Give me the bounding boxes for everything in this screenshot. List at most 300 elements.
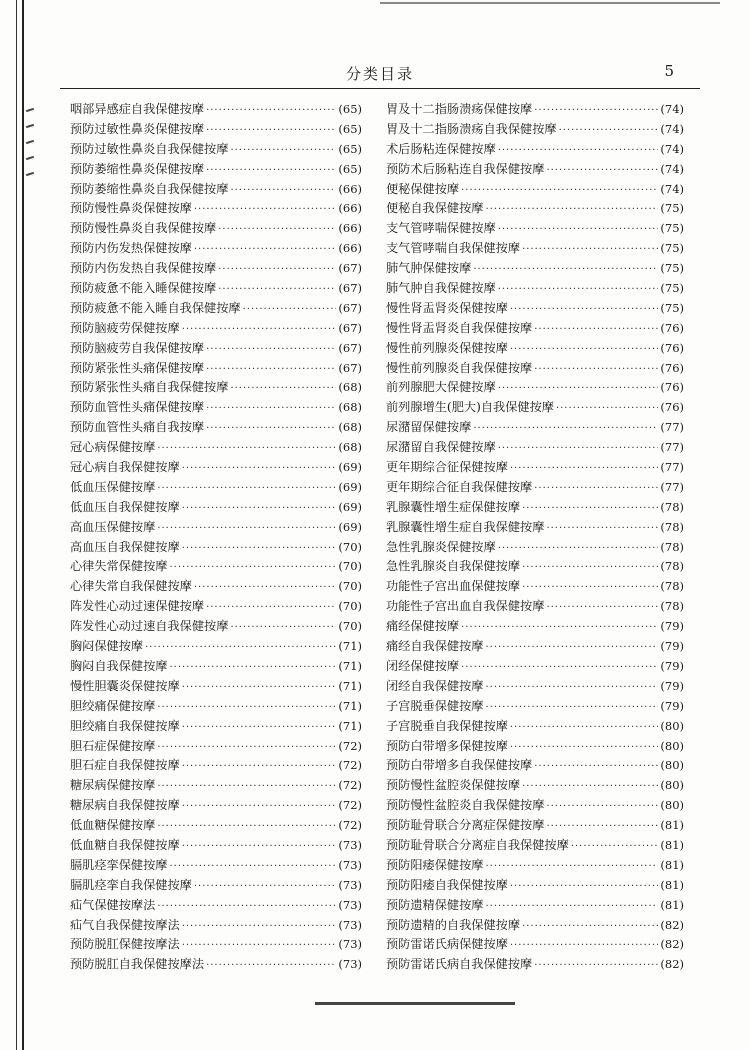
toc-entry [386, 378, 684, 398]
toc-entry [386, 418, 684, 438]
toc-entry [70, 916, 362, 936]
toc-leader-dots [157, 702, 336, 713]
toc-leader-dots [546, 602, 658, 613]
toc-entry-title: 咽部异感症自我保健按摩 [70, 102, 205, 116]
toc-entry-title: 慢性肾盂肾炎自我保健按摩 [386, 320, 533, 335]
toc-entry-title: 预防内伤发热自我保健按摩 [70, 261, 217, 276]
toc-entry [70, 617, 362, 637]
toc-leader-dots [157, 781, 336, 792]
toc-leader-dots [498, 383, 659, 394]
toc-entry [386, 717, 684, 737]
toc-entry-title: 便秘自我保健按摩 [386, 201, 484, 216]
toc-leader-dots [157, 821, 336, 832]
toc-entry-title: 急性乳腺炎自我保健按摩 [386, 559, 521, 574]
toc-entry-title: 胆石症自我保健按摩 [70, 758, 180, 773]
toc-entry-title: 预防阳痿保健按摩 [386, 857, 484, 872]
toc-leader-dots [206, 602, 336, 613]
toc-leader-dots [182, 682, 337, 693]
toc-entry [386, 677, 684, 697]
toc-entry-page: (82) [660, 917, 684, 932]
toc-leader-dots [182, 463, 337, 474]
toc-entry [386, 557, 684, 577]
toc-entry-title: 尿潴留保健按摩 [386, 420, 472, 435]
toc-entry-title: 糖尿病自我保健按摩 [70, 798, 180, 813]
toc-entry-title: 预防慢性鼻炎自我保健按摩 [70, 221, 217, 236]
toc-entry-title: 胃及十二指肠溃疡保健按摩 [386, 102, 533, 116]
toc-entry-page: (68) [338, 440, 362, 455]
toc-entry-title: 更年期综合征保健按摩 [386, 460, 508, 475]
toc-entry-page: (68) [338, 420, 362, 435]
page-title: 分类目录 [345, 65, 414, 83]
toc-entry-title: 预防白带增多自我保健按摩 [386, 758, 533, 773]
toc-leader-dots [230, 145, 336, 156]
toc-entry-title: 预防脱肛自我保健按摩法 [70, 957, 205, 972]
toc-entry-page: (66) [338, 181, 362, 196]
scan-mark-bottom [315, 1002, 515, 1005]
toc-entry-page: (76) [660, 400, 684, 415]
toc-entry-page: (75) [660, 261, 684, 276]
toc-entry [70, 299, 362, 319]
toc-entry [386, 160, 684, 180]
toc-entry-page: (78) [660, 519, 684, 534]
toc-entry-title: 肺气肿自我保健按摩 [386, 281, 496, 296]
toc-entry [386, 796, 684, 816]
toc-entry [70, 796, 362, 816]
toc-entry-title: 更年期综合征自我保健按摩 [386, 479, 533, 494]
toc-entry [70, 359, 362, 379]
toc-entry-page: (67) [338, 300, 362, 315]
toc-entry-page: (73) [338, 837, 362, 852]
toc-leader-dots [534, 324, 658, 335]
toc-entry [70, 378, 362, 398]
toc-entry [386, 279, 684, 299]
toc-leader-dots [534, 364, 658, 375]
toc-entry [386, 916, 684, 936]
toc-entry [386, 538, 684, 558]
toc-entry [386, 120, 684, 140]
toc-entry-title: 预防雷诺氏病保健按摩 [386, 937, 508, 952]
toc-entry [70, 219, 362, 239]
toc-entry-page: (69) [338, 499, 362, 514]
toc-leader-dots [510, 463, 659, 474]
toc-entry-title: 预防脱肛保健按摩法 [70, 937, 180, 952]
toc-entry [70, 737, 362, 757]
toc-entry-page: (80) [660, 758, 684, 773]
toc-entry-title: 糖尿病保健按摩 [70, 778, 156, 793]
toc-entry [70, 637, 362, 657]
toc-leader-dots [546, 523, 658, 534]
toc-entry [70, 677, 362, 697]
toc-entry [386, 140, 684, 160]
toc-entry-page: (73) [338, 897, 362, 912]
toc-entry-page: (72) [338, 738, 362, 753]
toc-entry-title: 预防血管性头痛保健按摩 [70, 400, 205, 415]
toc-entry [386, 577, 684, 597]
toc-entry-title: 膈肌痉挛自我保健按摩 [70, 877, 192, 892]
toc-leader-dots [157, 901, 336, 912]
toc-leader-dots [218, 224, 336, 235]
toc-entry [70, 697, 362, 717]
toc-entry-title: 预防术后肠粘连自我保健按摩 [386, 161, 545, 176]
toc-entry-page: (65) [338, 121, 362, 136]
toc-leader-dots [556, 403, 658, 414]
toc-entry-page: (73) [338, 917, 362, 932]
toc-entry-page: (74) [660, 141, 684, 156]
toc-leader-dots [206, 364, 336, 375]
toc-entry-page: (75) [660, 221, 684, 236]
toc-entry [70, 498, 362, 518]
toc-entry-page: (72) [338, 818, 362, 833]
toc-entry [70, 577, 362, 597]
toc-entry-page: (74) [660, 102, 684, 116]
toc-entry-page: (71) [338, 639, 362, 654]
toc-entry-page: (77) [660, 460, 684, 475]
toc-entry-title: 预防雷诺氏病自我保健按摩 [386, 957, 533, 972]
toc-leader-dots [206, 165, 336, 176]
toc-leader-dots [194, 204, 337, 215]
toc-leader-dots [546, 165, 658, 176]
toc-entry-page: (70) [338, 619, 362, 634]
toc-leader-dots [510, 742, 659, 753]
toc-entry [386, 199, 684, 219]
toc-entry-page: (79) [660, 639, 684, 654]
toc-entry [70, 896, 362, 916]
toc-leader-dots [145, 642, 336, 653]
toc-entry [386, 299, 684, 319]
toc-entry-title: 预防遗精的自我保健按摩 [386, 917, 521, 932]
toc-entry-title: 胸闷自我保健按摩 [70, 658, 168, 673]
toc-leader-dots [206, 423, 336, 434]
toc-leader-dots [486, 702, 659, 713]
toc-entry-title: 子宫脱垂自我保健按摩 [386, 718, 508, 733]
toc-entry-page: (76) [660, 360, 684, 375]
toc-entry-title: 预防慢性盆腔炎保健按摩 [386, 778, 521, 793]
toc-entry [386, 518, 684, 538]
toc-entry [70, 756, 362, 776]
toc-entry-page: (70) [338, 599, 362, 614]
page-number: 5 [664, 62, 674, 80]
scan-smudge-top [380, 2, 720, 8]
toc-entry-page: (71) [338, 718, 362, 733]
toc-entry [386, 458, 684, 478]
toc-entry [70, 239, 362, 259]
toc-entry-page: (78) [660, 539, 684, 554]
toc-entry [386, 359, 684, 379]
toc-entry [386, 239, 684, 259]
toc-entry [386, 597, 684, 617]
toc-entry-title: 高血压自我保健按摩 [70, 539, 180, 554]
toc-leader-dots [206, 344, 336, 355]
toc-leader-dots [182, 324, 337, 335]
toc-entry-title: 胆绞痛保健按摩 [70, 698, 156, 713]
toc-entry-title: 高血压保健按摩 [70, 519, 156, 534]
toc-entry [70, 816, 362, 836]
toc-entry [70, 319, 362, 339]
toc-leader-dots [170, 662, 337, 673]
toc-entry-title: 疝气保健按摩法 [70, 897, 156, 912]
toc-entry [386, 816, 684, 836]
toc-entry [386, 836, 684, 856]
toc-column-right [386, 100, 684, 975]
toc-entry-title: 膈肌痉挛保健按摩 [70, 857, 168, 872]
toc-entry-title: 慢性前列腺炎自我保健按摩 [386, 360, 533, 375]
toc-entry-page: (73) [338, 957, 362, 972]
toc-leader-dots [510, 722, 659, 733]
toc-leader-dots [522, 244, 658, 255]
toc-entry-title: 尿潴留自我保健按摩 [386, 440, 496, 455]
toc-leader-dots [522, 503, 658, 514]
toc-entry [386, 438, 684, 458]
toc-leader-dots [194, 582, 337, 593]
toc-entry-title: 预防耻骨联合分离症自我保健按摩 [386, 837, 569, 852]
toc-leader-dots [534, 483, 658, 494]
toc-entry [386, 935, 684, 955]
toc-leader-dots [510, 304, 659, 315]
toc-entry-page: (65) [338, 141, 362, 156]
toc-entry [386, 180, 684, 200]
toc-entry-page: (74) [660, 121, 684, 136]
toc-entry [70, 856, 362, 876]
toc-entry [70, 438, 362, 458]
toc-leader-dots [534, 105, 658, 116]
toc-entry [70, 339, 362, 359]
toc-entry-page: (66) [338, 241, 362, 256]
toc-entry-page: (68) [338, 400, 362, 415]
toc-entry [70, 120, 362, 140]
toc-entry-title: 预防过敏性鼻炎自我保健按摩 [70, 141, 229, 156]
toc-entry [386, 259, 684, 279]
toc-entry-title: 前列腺肥大保健按摩 [386, 380, 496, 395]
toc-entry-page: (76) [660, 380, 684, 395]
toc-entry [70, 478, 362, 498]
toc-entry-title: 胆绞痛自我保健按摩 [70, 718, 180, 733]
toc-leader-dots [157, 483, 336, 494]
toc-entry [386, 478, 684, 498]
toc-entry-title: 预防遗精保健按摩 [386, 897, 484, 912]
toc-entry-title: 支气管哮喘保健按摩 [386, 221, 496, 236]
toc-entry [70, 955, 362, 975]
toc-entry-page: (80) [660, 718, 684, 733]
toc-leader-dots [182, 801, 337, 812]
toc-leader-dots [510, 881, 659, 892]
toc-entry-title: 急性乳腺炎保健按摩 [386, 539, 496, 554]
toc-entry-title: 预防紧张性头痛保健按摩 [70, 360, 205, 375]
toc-entry-title: 术后肠粘连保健按摩 [386, 141, 496, 156]
toc-entry-title: 预防阳痿自我保健按摩 [386, 877, 508, 892]
toc-entry-page: (78) [660, 499, 684, 514]
toc-leader-dots [157, 443, 336, 454]
toc-entry-title: 预防疲惫不能入睡保健按摩 [70, 281, 217, 296]
toc-entry-page: (72) [338, 778, 362, 793]
toc-entry [386, 737, 684, 757]
toc-entry-page: (76) [660, 340, 684, 355]
toc-leader-dots [546, 801, 658, 812]
toc-entry-title: 乳腺囊性增生症自我保健按摩 [386, 519, 545, 534]
toc-entry-title: 子宫脱垂保健按摩 [386, 698, 484, 713]
toc-leader-dots [218, 284, 336, 295]
toc-entry-page: (81) [660, 818, 684, 833]
toc-entry-title: 胃及十二指肠溃疡自我保健按摩 [386, 121, 557, 136]
toc-entry-title: 预防过敏性鼻炎保健按摩 [70, 121, 205, 136]
toc-entry-title: 乳腺囊性增生症保健按摩 [386, 499, 521, 514]
toc-entry-title: 预防慢性鼻炎保健按摩 [70, 201, 192, 216]
toc-entry-title: 预防内伤发热保健按摩 [70, 241, 192, 256]
toc-leader-dots [182, 503, 337, 514]
toc-entry-page: (69) [338, 460, 362, 475]
toc-leader-dots [194, 244, 337, 255]
toc-entry [386, 637, 684, 657]
toc-entry [386, 319, 684, 339]
toc-entry-title: 慢性前列腺炎保健按摩 [386, 340, 508, 355]
toc-leader-dots [182, 761, 337, 772]
toc-entry-title: 预防脑疲劳自我保健按摩 [70, 340, 205, 355]
toc-leader-dots [486, 642, 659, 653]
toc-entry-title: 预防萎缩性鼻炎保健按摩 [70, 161, 205, 176]
toc-entry [70, 518, 362, 538]
toc-entry-title: 心律失常保健按摩 [70, 559, 168, 574]
toc-entry-title: 冠心病自我保健按摩 [70, 460, 180, 475]
toc-entry-page: (67) [338, 340, 362, 355]
toc-entry-title: 前列腺增生(肥大)自我保健按摩 [386, 400, 554, 415]
toc-leader-dots [230, 185, 336, 196]
toc-entry-page: (72) [338, 758, 362, 773]
toc-entry-page: (80) [660, 798, 684, 813]
toc-leader-dots [522, 562, 658, 573]
toc-entry-title: 心律失常自我保健按摩 [70, 579, 192, 594]
toc-entry-title: 便秘保健按摩 [386, 181, 460, 196]
spine-scan-marks [24, 95, 38, 255]
toc-entry-title: 预防萎缩性鼻炎自我保健按摩 [70, 181, 229, 196]
toc-entry-title: 冠心病保健按摩 [70, 440, 156, 455]
toc-entry-page: (76) [660, 320, 684, 335]
toc-leader-dots [182, 940, 337, 951]
toc-entry [70, 776, 362, 796]
toc-entry-page: (81) [660, 877, 684, 892]
toc-entry-page: (70) [338, 579, 362, 594]
toc-leader-dots [534, 761, 658, 772]
toc-entry-title: 预防血管性头痛自我按摩 [70, 420, 205, 435]
toc-entry [386, 856, 684, 876]
toc-entry-title: 慢性肾盂肾炎保健按摩 [386, 300, 508, 315]
toc-entry [70, 935, 362, 955]
toc-entry [70, 538, 362, 558]
toc-entry-page: (75) [660, 300, 684, 315]
toc-entry [386, 756, 684, 776]
toc-leader-dots [206, 403, 336, 414]
toc-entry-title: 预防紧张性头痛自我保健按摩 [70, 380, 229, 395]
toc-leader-dots [206, 125, 336, 136]
toc-entry-title: 闭经保健按摩 [386, 658, 460, 673]
toc-entry-title: 支气管哮喘自我保健按摩 [386, 241, 521, 256]
toc-entry-title: 预防疲惫不能入睡自我保健按摩 [70, 300, 241, 315]
toc-entry [386, 219, 684, 239]
toc-entry [70, 160, 362, 180]
toc-leader-dots [510, 940, 659, 951]
toc-entry-page: (73) [338, 937, 362, 952]
toc-entry-page: (67) [338, 261, 362, 276]
toc-entry [386, 100, 684, 120]
book-spine-edge [16, 0, 24, 1050]
toc-entry [70, 597, 362, 617]
toc-leader-dots [559, 125, 659, 136]
toc-entry [386, 398, 684, 418]
toc-entry-page: (70) [338, 559, 362, 574]
toc-entry-page: (77) [660, 420, 684, 435]
toc-entry-title: 胸闷保健按摩 [70, 639, 144, 654]
toc-leader-dots [522, 781, 658, 792]
toc-leader-dots [534, 960, 658, 971]
toc-entry-title: 低血压自我保健按摩 [70, 499, 180, 514]
toc-leader-dots [182, 543, 337, 554]
toc-leader-dots [182, 921, 337, 932]
toc-entry-page: (67) [338, 281, 362, 296]
toc-entry-page: (69) [338, 479, 362, 494]
toc-entry-page: (71) [338, 658, 362, 673]
toc-leader-dots [206, 960, 336, 971]
toc-leader-dots [473, 423, 658, 434]
toc-leader-dots [182, 722, 337, 733]
toc-entry-page: (75) [660, 241, 684, 256]
toc-entry [386, 617, 684, 637]
toc-entry [386, 657, 684, 677]
toc-entry-page: (68) [338, 380, 362, 395]
toc-leader-dots [498, 224, 659, 235]
toc-entry-title: 疝气自我保健按摩法 [70, 917, 180, 932]
toc-leader-dots [230, 383, 336, 394]
toc-entry-page: (77) [660, 440, 684, 455]
toc-leader-dots [486, 861, 659, 872]
toc-entry [70, 876, 362, 896]
toc-entry-page: (71) [338, 678, 362, 693]
toc-entry [70, 199, 362, 219]
toc-entry [386, 776, 684, 796]
toc-entry-page: (79) [660, 698, 684, 713]
toc-leader-dots [170, 861, 337, 872]
toc-entry-page: (82) [660, 937, 684, 952]
toc-entry-page: (67) [338, 360, 362, 375]
toc-entry [386, 955, 684, 975]
toc-entry [70, 180, 362, 200]
toc-entry-title: 低血压保健按摩 [70, 479, 156, 494]
toc-leader-dots [194, 881, 337, 892]
toc-leader-dots [218, 264, 336, 275]
toc-leader-dots [157, 742, 336, 753]
toc-entry [386, 876, 684, 896]
toc-entry [70, 398, 362, 418]
toc-entry-page: (74) [660, 161, 684, 176]
toc-entry-page: (78) [660, 579, 684, 594]
toc-leader-dots [243, 304, 337, 315]
toc-entry-page: (72) [338, 798, 362, 813]
toc-leader-dots [230, 622, 336, 633]
toc-entry-page: (78) [660, 599, 684, 614]
toc-entry-title: 慢性胆囊炎保健按摩 [70, 678, 180, 693]
toc-entry-page: (82) [660, 957, 684, 972]
toc-entry-page: (80) [660, 738, 684, 753]
toc-entry-page: (75) [660, 201, 684, 216]
toc-entry-title: 预防脑疲劳保健按摩 [70, 320, 180, 335]
toc-leader-dots [498, 145, 659, 156]
toc-leader-dots [498, 284, 659, 295]
toc-entry [70, 717, 362, 737]
toc-leader-dots [498, 443, 659, 454]
toc-entry-page: (81) [660, 837, 684, 852]
toc-entry-page: (79) [660, 678, 684, 693]
toc-entry-page: (79) [660, 619, 684, 634]
toc-entry-page: (70) [338, 539, 362, 554]
toc-entry-page: (79) [660, 658, 684, 673]
toc-entry-page: (66) [338, 201, 362, 216]
